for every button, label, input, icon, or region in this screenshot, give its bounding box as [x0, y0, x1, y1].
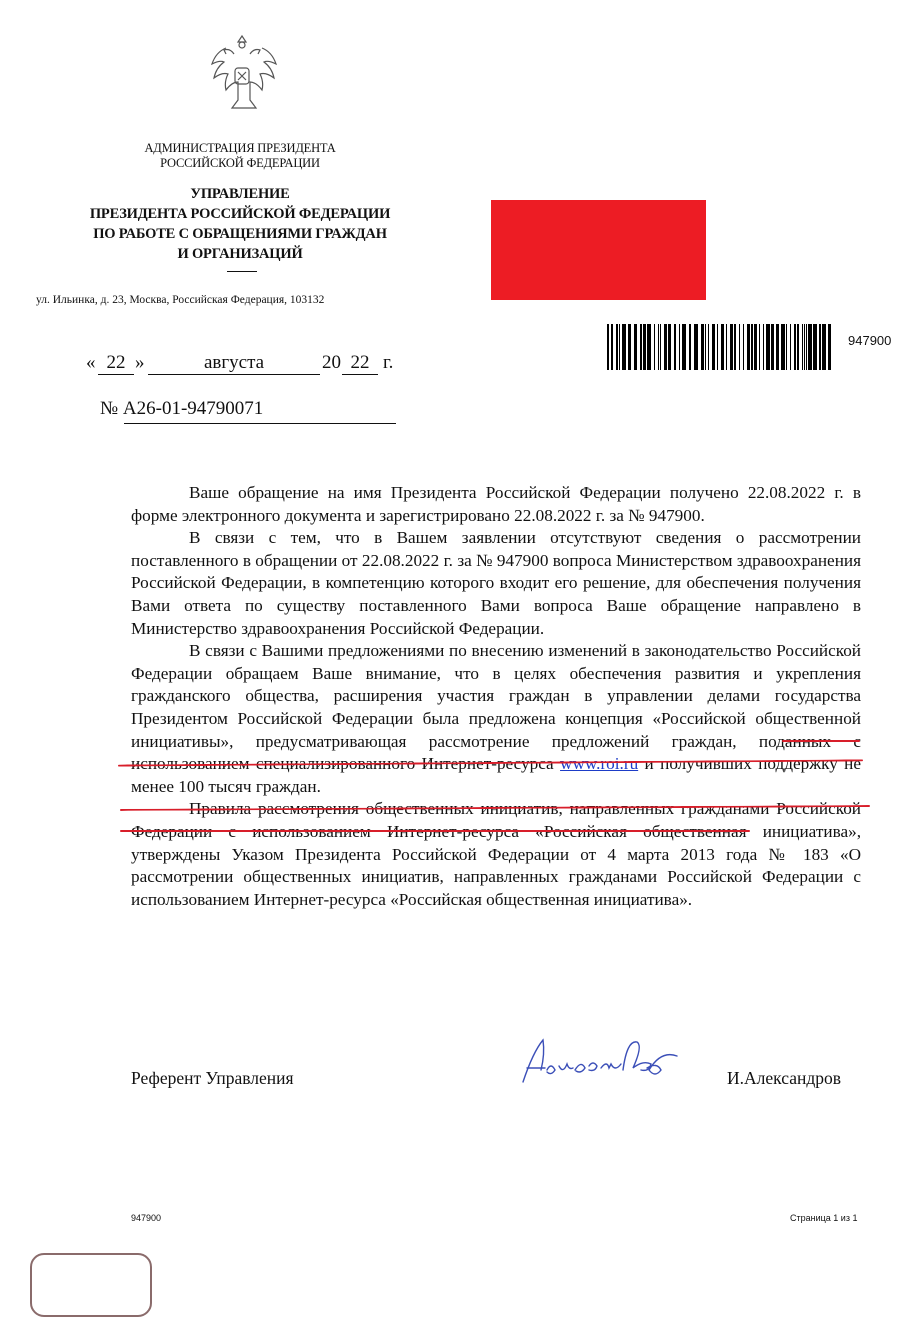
barcode-bar [634, 324, 637, 370]
date-year-prefix: 20 [322, 352, 341, 373]
signatory-name: И.Александров [727, 1068, 841, 1088]
barcode-bar [828, 324, 831, 370]
date-year-mark: г. [383, 352, 394, 373]
barcode-bar [754, 324, 757, 370]
footer-document-id: 947900 [131, 1213, 162, 1223]
barcode-bar [674, 324, 676, 370]
date-close-quote: » [135, 352, 145, 373]
date-day: 22 [98, 352, 134, 375]
barcode-bar [694, 324, 698, 370]
barcode-bar [679, 324, 680, 370]
barcode-bar [664, 324, 667, 370]
redaction-block [491, 200, 706, 300]
barcode-bar [721, 324, 724, 370]
barcode-bar [822, 324, 826, 370]
roi-link[interactable]: www.roi.ru [560, 754, 639, 774]
overlay-button[interactable] [30, 1253, 152, 1317]
barcode-bar [797, 324, 799, 370]
barcode-bar [607, 324, 609, 370]
paragraph-3-text: В связи с Вашими предложениями по внесению изменений в законодательство Российской Федерации обращаем Ваше внимание, что в целях обеспечения развития и укрепления гражданского общества, расширения участия граждан в управлении делами государства Президентом Российской Федерации была предложена концепция «Российской общественной инициативы», предусматривающая рассмотрение предложений граждан, поданных с использованием специализированного Интернет-ресурса [131, 641, 861, 774]
barcode-bar [790, 324, 791, 370]
registration-label: № [100, 398, 119, 419]
signatory-role: Референт Управления [131, 1068, 294, 1088]
barcode-bar [813, 324, 817, 370]
registration-underline [124, 423, 396, 424]
barcode [607, 324, 835, 370]
barcode-bar [616, 324, 618, 370]
barcode-bar [717, 324, 718, 370]
administration-name: АДМИНИСТРАЦИЯ ПРЕЗИДЕНТА РОССИЙСКОЙ ФЕДЕРАЦИИ [144, 141, 336, 170]
paragraph-3-tail: и получивших поддержку не менее 100 тысяч граждан. [131, 754, 861, 796]
paragraph-2: В связи с тем, что в Вашем заявлении отсутствуют сведения о рассмотрении поставленного в обращении от 22.08.2022 г. за № 947900 вопроса Министерством здравоохранения Российской Федерации, в компетенцию которого входит его решение, для обеспечения получения Вами ответа по существу поставленного Вами вопроса Ваше обращение направлено в Министерство здравоохранения Российской Федерации. [131, 528, 861, 638]
barcode-bar [766, 324, 770, 370]
barcode-bar [751, 324, 753, 370]
department-name: УПРАВЛЕНИЕ ПРЕЗИДЕНТА РОССИЙСКОЙ ФЕДЕРАЦИИ ПО РАБОТЕ С ОБРАЩЕНИЯМИ ГРАЖДАН И ОРГАНИЗАЦИЙ [89, 186, 391, 262]
barcode-bar [660, 324, 661, 370]
barcode-bar [786, 324, 787, 370]
barcode-bar [622, 324, 626, 370]
barcode-bar [747, 324, 750, 370]
barcode-bar [776, 324, 779, 370]
barcode-bar [726, 324, 727, 370]
paragraph-4: Правила рассмотрения общественных инициатив, направленных гражданами Российской Федерации с использованием Интернет-ресурса «Российская общественная инициатива», утверждены Указом Президента Российской Федерации от 4 марта 2013 года № 183 «О рассмотрении общественных инициатив, направленных гражданами Российской Федерации с использованием Интернет-ресурса «Российская общественная инициатива». [131, 799, 861, 909]
header-divider [227, 271, 257, 272]
registration-value: А26-01-94790071 [122, 398, 264, 419]
barcode-bar [628, 324, 631, 370]
barcode-bar [781, 324, 785, 370]
letter-body [131, 482, 861, 911]
paragraph-3 [131, 640, 861, 798]
barcode-bar [804, 324, 805, 370]
barcode-bar [654, 324, 655, 370]
double-headed-eagle-icon [196, 28, 288, 120]
barcode-number: 947900 [848, 333, 892, 348]
barcode-bar [763, 324, 764, 370]
barcode-bar [643, 324, 646, 370]
barcode-bar [682, 324, 686, 370]
barcode-bar [640, 324, 642, 370]
barcode-bar [743, 324, 744, 370]
registration-number [100, 398, 263, 420]
handwritten-signature [515, 1030, 685, 1095]
barcode-bar [819, 324, 821, 370]
barcode-bar [794, 324, 796, 370]
date-month: августа [148, 352, 320, 375]
barcode-bar [619, 324, 620, 370]
barcode-bar [611, 324, 613, 370]
footer-page-number: Страница 1 из 1 [790, 1213, 858, 1223]
barcode-bar [712, 324, 715, 370]
barcode-bar [806, 324, 807, 370]
sender-address: ул. Ильинка, д. 23, Москва, Российская Федерация, 103132 [36, 294, 325, 306]
barcode-bar [689, 324, 691, 370]
barcode-bar [808, 324, 812, 370]
barcode-bar [771, 324, 774, 370]
barcode-bar [739, 324, 740, 370]
barcode-bar [705, 324, 706, 370]
barcode-bar [658, 324, 659, 370]
barcode-bar [802, 324, 803, 370]
barcode-bar [701, 324, 704, 370]
barcode-bar [730, 324, 733, 370]
barcode-bar [759, 324, 760, 370]
barcode-bar [668, 324, 671, 370]
paragraph-1: Ваше обращение на имя Президента Российской Федерации получено 22.08.2022 г. в форме электронного документа и зарегистрировано 22.08.2022 г. за № 947900. [131, 483, 861, 525]
barcode-bar [708, 324, 709, 370]
date-open-quote: « [86, 352, 96, 373]
barcode-bar [734, 324, 736, 370]
pen-underline [782, 740, 860, 742]
pen-underline [120, 830, 750, 832]
date-year-suffix: 22 [342, 352, 378, 375]
barcode-bar [647, 324, 651, 370]
